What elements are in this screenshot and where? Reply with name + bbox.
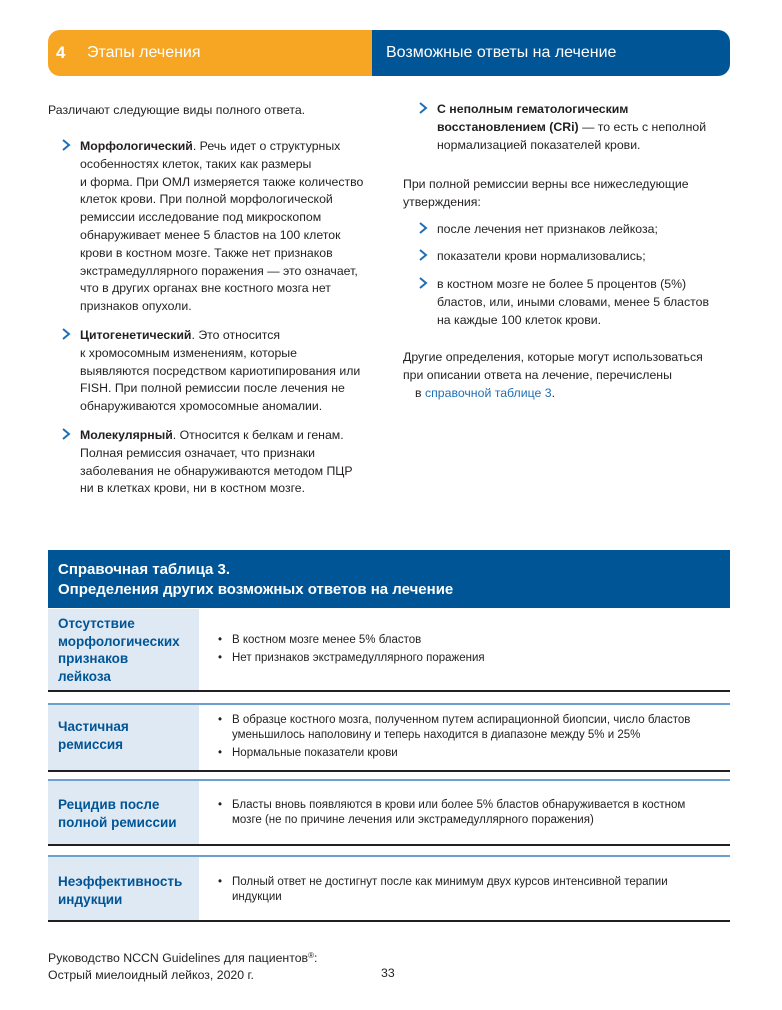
row-divider [48,920,730,922]
table-subtitle: Определения других возможных ответов на лечение [58,581,454,598]
text-line: Руководство NCCN Guidelines для пациентов [48,951,309,965]
text-line: крови в костном мозге. Также нет признаков [80,245,333,260]
text-line: Рецидив после [58,797,160,812]
section-title: Возможные ответы на лечение [386,44,617,61]
chevron-right-icon [62,139,74,151]
text-line: FISH. При полной ремиссии после лечения не [80,381,345,396]
table-title-bar [48,550,730,608]
row-label-text [58,718,129,753]
text-line: ремиссии исследование под микроскопом [80,210,322,225]
list-item-term: Цитогенетический [80,328,192,342]
bullet-dot: • [218,799,223,811]
table-bullet [218,746,723,761]
text-line: бластов, или, иными словами, менее 5 бластов [437,294,709,309]
text-line: При полной ремиссии верны все нижеследующие [403,177,689,191]
text-line: Другие определения, которые могут использоваться [403,350,703,364]
text-line: что в других органах вне костного мозга нет [80,281,331,296]
text-line: индукции [58,891,123,907]
text-line: . [551,385,556,400]
chevron-right-icon [62,428,74,440]
table-row-items [218,798,723,828]
table-row-items [218,713,723,761]
chevron-right-icon [419,249,431,261]
text-line: утверждения: [403,194,481,209]
table-bullet [218,633,723,648]
table-row-label [48,609,199,690]
text-line: В костном мозге менее 5% бластов [232,634,422,646]
table-3-link[interactable]: справочной таблице 3 [424,385,552,400]
text-line: Полный ответ не достигнут после как минимум двух курсов интенсивной терапии [232,876,668,888]
list-item-term: С неполным гематологическим [437,102,629,116]
text-line: мозге (не по причине лечения или экстрамедуллярного поражения) [232,814,594,826]
chapter-tab [48,30,372,76]
text-line: полной ремиссии [58,814,177,830]
table-row-items [218,633,723,666]
text-line: признаков опухоли. [80,299,192,314]
registered-mark: ® [308,951,314,960]
text-line: при описании ответа на лечение, перечислены [403,367,672,382]
text-line: особенностях клеток, таких как размеры [80,156,312,171]
table-row-label [48,705,199,770]
remission-intro [403,176,689,212]
text-line: Отсутствие [58,616,135,631]
text-line: заболевания не обнаруживаются методом ПЦР [80,463,353,478]
table-bullet [218,651,723,666]
text-line: морфологических [58,633,180,649]
list-item-text [437,276,737,329]
chevron-right-icon [62,328,74,340]
text-line: ни в клетках крови, ни в костном мозге. [80,481,306,496]
row-label-text [58,796,177,831]
list-item-text [80,138,390,316]
text-line: обнаруживаются хромосомные аномалии. [80,399,323,414]
table-bullet [218,875,723,905]
chapter-header [48,30,730,76]
chevron-right-icon [419,102,431,114]
text-line: нормализацией показателей крови. [437,137,641,152]
footer-guide-title [48,951,317,965]
bullet-dot: • [218,634,223,646]
table-row-label [48,781,199,844]
text-line: в [415,385,425,400]
text-line: ремиссия [58,736,124,752]
text-line: : [313,951,318,965]
section-tab [372,30,730,76]
row-divider [48,844,730,846]
list-item-term: восстановлением (CRi) [437,119,579,134]
bullet-dot: • [218,876,223,888]
table-title: Справочная таблица 3. [58,561,230,578]
text-line: в костном мозге не более 5 процентов (5%) [437,277,687,291]
text-line: признаков [58,651,129,666]
text-line: В образце костного мозга, полученном путем аспирационной биопсии, число бластов [232,714,691,726]
text-line: выявляются посредством кариотипирования или [80,363,361,378]
row-divider [48,690,730,692]
text-line: на каждые 100 клеток крови. [437,312,602,327]
text-line: Частичная [58,719,129,734]
list-item-term: Молекулярный [80,428,173,442]
text-line: экстрамедуллярного поражения — это означает, [80,263,358,278]
text-line: клеток крови. При полной морфологической [80,192,333,207]
text-line: . Речь идет о структурных [192,139,341,153]
table-bullet [218,798,723,828]
list-item-text [80,427,390,498]
text-line: . Относится к белкам и генам. [172,428,344,442]
text-line: после лечения нет признаков лейкоза; [437,222,658,236]
bullet-dot: • [218,652,223,664]
chapter-title: Этапы лечения [87,44,201,61]
text-line: . Это относится [191,328,281,342]
text-line: к хромосомным изменениям, которые [80,345,297,360]
chapter-number: 4 [56,43,66,62]
text-line: показатели крови нормализовались; [437,249,646,263]
text-line: Нет признаков экстрамедуллярного поражения [232,652,485,664]
row-divider [48,770,730,772]
other-definitions [403,349,703,402]
page-number: 33 [381,966,395,980]
text-line: и форма. При ОМЛ измеряется также количество [80,174,364,189]
row-label-text [58,873,182,908]
chevron-right-icon [419,222,431,234]
bullet-dot: • [218,747,223,759]
row-label-text [58,615,180,685]
table-row-items [218,875,723,905]
text-line: Нормальные показатели крови [232,747,398,759]
text-line: Неэффективность [58,874,183,889]
list-item-term: Морфологический [80,139,193,153]
footer-guide-subtitle: Острый миелоидный лейкоз, 2020 г. [48,968,254,982]
text-line: уменьшилось наполовину и теперь находится в диапазоне между 5% и 25% [232,729,641,741]
list-item-text [437,101,737,154]
text-line: Бласты вновь появляются в крови или более 5% бластов обнаруживается в костном [232,799,686,811]
text-line: — то есть с неполной [578,119,707,134]
text-line: индукции [232,891,282,903]
text-line: лейкоза [58,668,111,684]
text-line: Полная ремиссия означает, что признаки [80,445,316,460]
text-line: обнаруживает менее 5 бластов на 100 клеток [80,227,341,242]
left-intro: Различают следующие виды полного ответа. [48,103,306,117]
chevron-right-icon [419,277,431,289]
table-bullet [218,713,723,743]
list-item-text [80,327,390,416]
table-row-label [48,857,199,920]
bullet-dot: • [218,714,223,726]
